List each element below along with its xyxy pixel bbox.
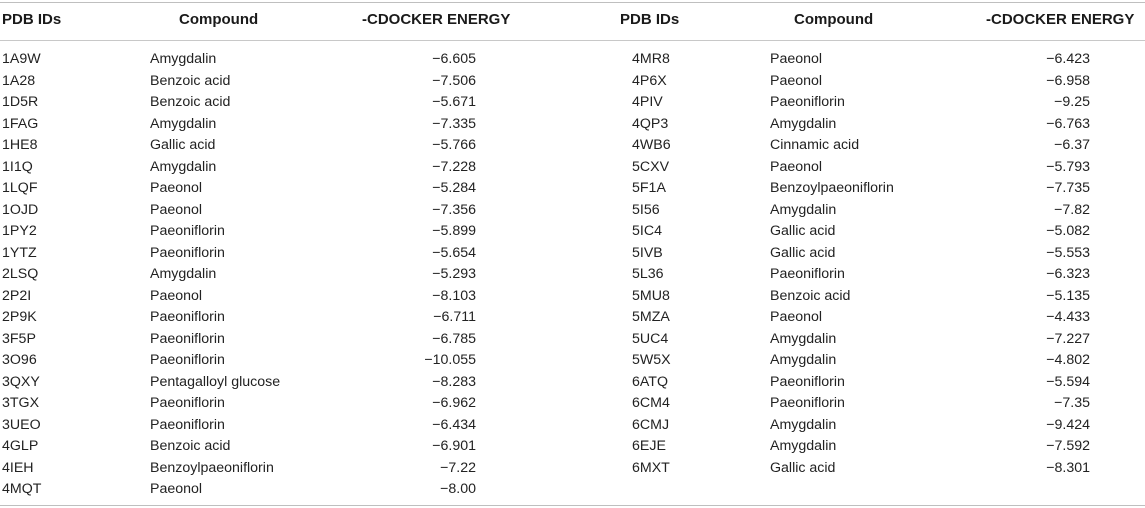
- compound: Paeoniflorin: [150, 395, 225, 411]
- pdb-id: 6CM4: [632, 395, 670, 411]
- pdb-id: 1LQF: [2, 180, 38, 196]
- pdb-id: 3QXY: [2, 373, 40, 390]
- header-energy-right: -CDOCKER ENERGY: [986, 11, 1135, 28]
- header-compound-right: Compound: [794, 11, 874, 28]
- energy: −6.958: [1046, 72, 1090, 89]
- energy: −7.506: [432, 72, 476, 89]
- energy: −7.335: [432, 115, 476, 132]
- pdb-id: 3UEO: [2, 416, 41, 433]
- energy: −7.735: [1046, 180, 1090, 196]
- energy: −6.901: [432, 438, 476, 454]
- pdb-id: 1FAG: [2, 115, 39, 132]
- pdb-id: 1A28: [2, 72, 36, 89]
- pdb-id: 1D5R: [2, 94, 39, 110]
- compound: Paeoniflorin: [150, 330, 225, 347]
- energy: −5.766: [432, 137, 476, 153]
- pdb-id: 4WB6: [632, 137, 671, 153]
- energy: −7.82: [1054, 201, 1090, 218]
- compound: Amygdalin: [150, 51, 217, 67]
- energy: −6.37: [1054, 137, 1090, 153]
- energy: −5.082: [1046, 223, 1090, 239]
- pdb-id: 4MR8: [632, 51, 670, 67]
- compound: Amygdalin: [770, 115, 837, 132]
- energy: −7.228: [432, 158, 476, 175]
- compound: Benzoic acid: [150, 94, 231, 110]
- table-row: [0, 71, 1145, 93]
- table-row: [0, 221, 1145, 243]
- energy: −8.00: [440, 481, 476, 497]
- compound: Benzoylpaeoniflorin: [770, 180, 894, 196]
- pdb-id: 2P2I: [2, 287, 32, 304]
- pdb-id: 5CXV: [632, 158, 670, 175]
- energy: −8.103: [432, 287, 476, 304]
- pdb-id: 5IVB: [632, 244, 663, 261]
- energy: −6.434: [432, 416, 476, 433]
- pdb-id: 4MQT: [2, 481, 42, 497]
- compound: Gallic acid: [770, 244, 836, 261]
- table-body: [0, 49, 1145, 501]
- pdb-id: 4IEH: [2, 459, 34, 476]
- compound: Amygdalin: [770, 352, 837, 368]
- pdb-id: 5MU8: [632, 287, 670, 304]
- energy: −5.793: [1046, 158, 1090, 175]
- energy: −5.293: [432, 266, 476, 282]
- header-pdb-ids-right: PDB IDs: [620, 11, 680, 28]
- pdb-id: 1PY2: [2, 223, 37, 239]
- pdb-id: 5F1A: [632, 180, 666, 196]
- pdb-id: 1YTZ: [2, 244, 37, 261]
- compound: Amygdalin: [770, 201, 837, 218]
- table-row: [0, 329, 1145, 351]
- compound: Paeonol: [770, 309, 823, 325]
- table-row: [0, 178, 1145, 200]
- energy: −7.22: [440, 459, 476, 476]
- energy: −5.553: [1046, 244, 1090, 261]
- compound: Paeonol: [150, 180, 203, 196]
- table-row: [0, 264, 1145, 286]
- table-row: [0, 415, 1145, 437]
- pdb-id: 5W5X: [632, 352, 671, 368]
- compound: Amygdalin: [770, 416, 837, 433]
- energy: −8.301: [1046, 459, 1090, 476]
- pdb-id: 4QP3: [632, 115, 669, 132]
- pdb-id: 3TGX: [2, 395, 40, 411]
- table-header: [0, 0, 1145, 40]
- compound: Benzoic acid: [150, 72, 231, 89]
- table-row: [0, 479, 1145, 501]
- energy: −6.605: [432, 51, 476, 67]
- compound: Amygdalin: [770, 330, 837, 347]
- energy: −4.802: [1046, 352, 1090, 368]
- compound: Paeoniflorin: [770, 395, 845, 411]
- energy: −8.283: [432, 373, 476, 390]
- energy: −5.654: [432, 244, 476, 261]
- compound: Benzoic acid: [770, 287, 851, 304]
- table-header-rule: [0, 40, 1145, 41]
- energy: −6.962: [432, 395, 476, 411]
- compound: Amygdalin: [150, 115, 217, 132]
- pdb-id: 1OJD: [2, 201, 39, 218]
- compound: Amygdalin: [150, 158, 217, 175]
- compound: Paeoniflorin: [770, 94, 845, 110]
- energy: −5.135: [1046, 287, 1090, 304]
- compound: Benzoic acid: [150, 438, 231, 454]
- compound: Pentagalloyl glucose: [150, 373, 281, 390]
- table-row: [0, 92, 1145, 114]
- pdb-id: 1I1Q: [2, 158, 33, 175]
- pdb-id: 5IC4: [632, 223, 662, 239]
- compound: Gallic acid: [770, 223, 836, 239]
- pdb-id: 1HE8: [2, 137, 38, 153]
- compound: Cinnamic acid: [770, 137, 860, 153]
- pdb-id: 6ATQ: [632, 373, 669, 390]
- energy: −7.35: [1054, 395, 1090, 411]
- pdb-id: 5L36: [632, 266, 664, 282]
- pdb-id: 3O96: [2, 352, 37, 368]
- compound: Paeonol: [150, 481, 203, 497]
- table-row: [0, 243, 1145, 265]
- pdb-id: 2P9K: [2, 309, 37, 325]
- pdb-id: 5MZA: [632, 309, 670, 325]
- compound: Paeoniflorin: [770, 373, 845, 390]
- pdb-id: 4P6X: [632, 72, 667, 89]
- compound: Paeoniflorin: [150, 244, 225, 261]
- compound: Gallic acid: [770, 459, 836, 476]
- table-row: [0, 114, 1145, 136]
- table-row: [0, 372, 1145, 394]
- energy: −9.424: [1046, 416, 1090, 433]
- energy: −4.433: [1046, 309, 1090, 325]
- compound: Benzoylpaeoniflorin: [150, 459, 274, 476]
- energy: −5.899: [432, 223, 476, 239]
- table-row: [0, 200, 1145, 222]
- energy: −6.423: [1046, 51, 1090, 67]
- header-energy-left: -CDOCKER ENERGY: [362, 11, 511, 28]
- compound: Amygdalin: [770, 438, 837, 454]
- compound: Paeoniflorin: [150, 223, 225, 239]
- table-row: [0, 307, 1145, 329]
- table-row: [0, 286, 1145, 308]
- compound: Paeoniflorin: [150, 416, 225, 433]
- pdb-id: 4GLP: [2, 438, 39, 454]
- compound: Amygdalin: [150, 266, 217, 282]
- table-row: [0, 49, 1145, 71]
- energy: −9.25: [1054, 94, 1090, 110]
- pdb-id: 5I56: [632, 201, 660, 218]
- compound: Paeoniflorin: [770, 266, 845, 282]
- pdb-id: 6EJE: [632, 438, 666, 454]
- energy: −6.763: [1046, 115, 1090, 132]
- compound: Paeonol: [770, 158, 823, 175]
- table-row: [0, 436, 1145, 458]
- energy: −7.227: [1046, 330, 1090, 347]
- energy: −7.356: [432, 201, 476, 218]
- energy: −10.055: [424, 352, 476, 368]
- compound: Paeoniflorin: [150, 352, 225, 368]
- compound: Paeonol: [770, 72, 823, 89]
- table-row: [0, 393, 1145, 415]
- pdb-id: 3F5P: [2, 330, 36, 347]
- pdb-id: 6MXT: [632, 459, 670, 476]
- table-row: [0, 157, 1145, 179]
- table-row: [0, 350, 1145, 372]
- pdb-id: 4PIV: [632, 94, 663, 110]
- energy: −5.284: [432, 180, 476, 196]
- pdb-id: 5UC4: [632, 330, 669, 347]
- energy: −6.785: [432, 330, 476, 347]
- energy: −7.592: [1046, 438, 1090, 454]
- pdb-id: 1A9W: [2, 51, 41, 67]
- energy: −5.594: [1046, 373, 1090, 390]
- energy: −5.671: [432, 94, 476, 110]
- compound: Gallic acid: [150, 137, 216, 153]
- table-bottom-rule: [0, 505, 1145, 506]
- energy: −6.711: [433, 309, 476, 325]
- header-compound-left: Compound: [179, 11, 259, 28]
- compound: Paeoniflorin: [150, 309, 225, 325]
- compound: Paeonol: [770, 51, 823, 67]
- compound: Paeonol: [150, 201, 203, 218]
- compound: Paeonol: [150, 287, 203, 304]
- pdb-id: 6CMJ: [632, 416, 670, 433]
- table-row: [0, 458, 1145, 480]
- header-pdb-ids-left: PDB IDs: [2, 11, 62, 28]
- table-row: [0, 135, 1145, 157]
- energy: −6.323: [1046, 266, 1090, 282]
- pdb-id: 2LSQ: [2, 266, 39, 282]
